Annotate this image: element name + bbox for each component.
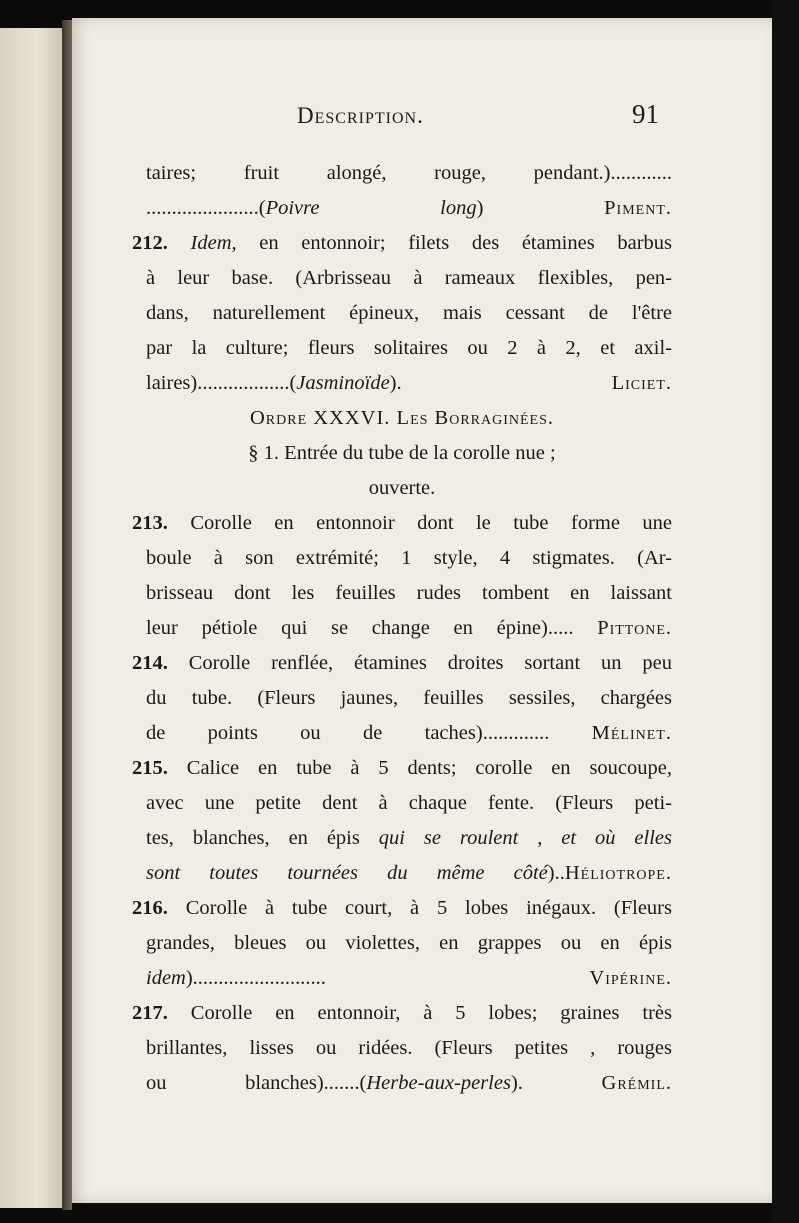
- text-segment: ouverte.: [368, 477, 436, 499]
- text-segment: qui se roulent , et où elles: [378, 827, 672, 849]
- text-segment: en entonnoir; filets des étamines barbus: [236, 232, 672, 254]
- text-line: [132, 471, 672, 506]
- left-page-edge: [0, 28, 64, 1208]
- text-line: [132, 786, 672, 821]
- text-line: [132, 996, 672, 1031]
- text-line: [132, 331, 672, 366]
- text-line: [132, 716, 672, 751]
- text-segment: ou blanches).......(: [146, 1072, 367, 1094]
- page-header: [72, 99, 772, 143]
- text-line: [132, 926, 672, 961]
- text-segment: Corolle en entonnoir, à 5 lobes; graines très: [190, 1002, 673, 1024]
- book-gutter: [62, 20, 72, 1210]
- text-segment: de points ou de taches).............: [146, 722, 592, 744]
- text-segment: tes, blanches, en épis: [146, 827, 379, 849]
- text-line: [132, 681, 672, 716]
- text-segment: du tube. (Fleurs jaunes, feuilles sessiles, chargées: [146, 687, 672, 709]
- text-segment: 212.: [132, 232, 191, 254]
- running-head: Description.: [297, 103, 424, 128]
- text-segment: 217.: [132, 1002, 191, 1024]
- scan-border: [772, 0, 799, 1223]
- text-line: [132, 191, 672, 226]
- book-page: [72, 18, 772, 1203]
- text-line: [132, 296, 672, 331]
- text-line: [132, 821, 672, 856]
- text-segment: grandes, bleues ou violettes, en grappes ou en épis: [146, 932, 672, 954]
- text-segment: idem: [146, 967, 186, 989]
- text-line: [132, 751, 672, 786]
- text-line: [132, 891, 672, 926]
- text-segment: Idem,: [190, 232, 237, 254]
- text-segment: § 1. Entrée du tube de la corolle nue ;: [248, 442, 556, 464]
- text-line: [132, 366, 672, 401]
- text-segment: 216.: [132, 897, 186, 919]
- text-line: [132, 1066, 672, 1101]
- text-segment: par la culture; fleurs solitaires ou 2 à 2, et axil-: [146, 337, 672, 359]
- text-segment: sont toutes tournées du même côté: [146, 862, 548, 884]
- text-segment: Jasminoïde: [296, 372, 390, 394]
- text-segment: Pittone.: [597, 617, 672, 639]
- text-line: [132, 436, 672, 471]
- text-line: [132, 576, 672, 611]
- text-segment: Corolle renflée, étamines droites sortant un peu: [188, 652, 673, 674]
- text-segment: Corolle à tube court, à 5 lobes inégaux. (Fleurs: [185, 897, 672, 919]
- text-segment: à leur base. (Arbrisseau à rameaux flexibles, pen-: [146, 267, 672, 289]
- text-segment: boule à son extrémité; 1 style, 4 stigmates. (Ar-: [146, 547, 672, 569]
- text-segment: Vipérine.: [589, 967, 672, 989]
- text-segment: ).: [389, 372, 612, 394]
- text-segment: 214.: [132, 652, 189, 674]
- text-segment: leur pétiole qui se change en épine).....: [146, 617, 598, 639]
- text-segment: 215.: [132, 757, 187, 779]
- text-line: [132, 541, 672, 576]
- text-segment: 213.: [132, 512, 191, 534]
- text-line: [132, 226, 672, 261]
- text-segment: )..........................: [185, 967, 590, 989]
- text-line: [132, 506, 672, 541]
- text-segment: Corolle en entonnoir dont le tube forme une: [190, 512, 672, 534]
- text-line: [132, 646, 672, 681]
- text-line: [132, 261, 672, 296]
- text-segment: avec une petite dent à chaque fente. (Fleurs peti-: [146, 792, 672, 814]
- text-segment: )..: [547, 862, 565, 884]
- text-segment: ).: [510, 1072, 602, 1094]
- text-segment: ): [476, 197, 605, 219]
- text-segment: taires; fruit alongé, rouge, pendant.)............: [146, 162, 672, 184]
- text-line: [132, 961, 672, 996]
- text-line: [132, 611, 672, 646]
- text-segment: laires)..................(: [146, 372, 297, 394]
- text-segment: Piment.: [604, 197, 672, 219]
- text-segment: brisseau dont les feuilles rudes tombent en laissant: [146, 582, 672, 604]
- page-number: 91: [632, 99, 659, 129]
- text-segment: Herbe-aux-perles: [366, 1072, 511, 1094]
- text-line: [132, 1031, 672, 1066]
- text-segment: ......................(: [146, 197, 266, 219]
- text-line: [132, 856, 672, 891]
- text-segment: Grémil.: [601, 1072, 672, 1094]
- text-body: [132, 156, 672, 1101]
- text-segment: dans, naturellement épineux, mais cessant de l'être: [146, 302, 672, 324]
- text-segment: Héliotrope.: [564, 862, 672, 884]
- text-segment: brillantes, lisses ou ridées. (Fleurs petites , rouges: [146, 1037, 672, 1059]
- text-segment: Calice en tube à 5 dents; corolle en soucoupe,: [186, 757, 672, 779]
- text-segment: Mélinet.: [591, 722, 672, 744]
- text-segment: Poivre long: [265, 197, 477, 219]
- text-segment: Ordre XXXVI. Les Borraginées.: [249, 407, 554, 429]
- text-line: [132, 401, 672, 436]
- text-segment: Liciet.: [611, 372, 672, 394]
- text-line: [132, 156, 672, 191]
